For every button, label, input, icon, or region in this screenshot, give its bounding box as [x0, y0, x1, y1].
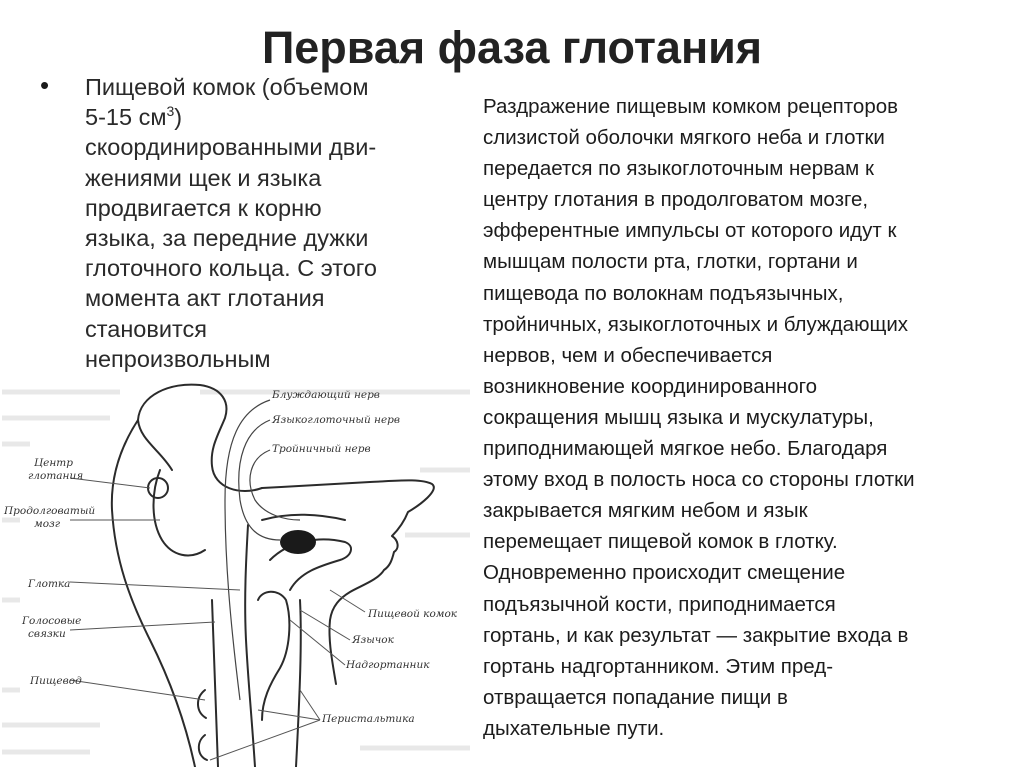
label-vocal-cords-line1: Голосовые [22, 615, 82, 627]
description-line: мышцам полости рта, глотки, гортани и [483, 250, 858, 274]
description-line: отвращается попадание пищи в [483, 685, 788, 709]
bullet-text [85, 72, 445, 374]
description-line: перемещает пищевой комок в глотку. [483, 530, 838, 554]
bullet-marker: • [40, 70, 50, 100]
label-vagus-nerve: Блуждающий нерв [272, 389, 380, 401]
bullet-line-paren: ) [174, 104, 183, 131]
bullet-line: момента акт глотания [85, 285, 325, 312]
background-text-texture [2, 392, 470, 752]
description-line: нервов, чем и обеспечивается [483, 343, 773, 367]
pharynx-wall [245, 525, 255, 767]
bullet-line: непроизвольным [85, 345, 271, 372]
label-food-bolus: Пищевой комок [368, 608, 458, 620]
brainstem-contour [154, 470, 206, 555]
description-line: гортань надгортанником. Этим пред- [483, 654, 834, 678]
swallowing-diagram [0, 370, 470, 767]
bullet-line: продвигается к корню [85, 194, 322, 221]
description-paragraph [483, 91, 993, 744]
description-line: гортань, и как результат — закрытие входа в [483, 623, 909, 647]
label-pharynx: Глотка [28, 578, 71, 590]
label-esophagus: Пищевод [30, 675, 82, 687]
description-line: сокращения мышц языка и мускулатуры, [483, 405, 874, 429]
label-glossopharyngeal-nerve: Языкоглоточный нерв [272, 414, 401, 426]
description-line: возникновение координированного [483, 374, 818, 398]
label-medulla-line2: мозг [34, 518, 61, 530]
bullet-line-volume: 5-15 см [85, 104, 167, 131]
label-vocal-cords-line2: связки [28, 628, 66, 640]
skull-back [112, 420, 195, 767]
bullet-line: становится [85, 315, 207, 342]
label-peristalsis: Перистальтика [322, 713, 415, 725]
label-epiglottis: Надгортанник [346, 659, 430, 671]
label-center-line2: глотания [28, 470, 84, 482]
esophagus-wall [212, 600, 218, 767]
label-medulla-line1: Продолговатый [4, 505, 96, 517]
description-line: центру глотания в продолговатом мозге, [483, 188, 869, 212]
description-line: дыхательные пути. [483, 716, 665, 740]
food-bolus-shape [280, 530, 316, 554]
anatomy-outline [112, 385, 434, 767]
bullet-line: Пищевой комок (объемом [85, 74, 369, 100]
bullet-line: жениями щек и языка [85, 164, 322, 191]
bullet-line: языка, за передние дужки [85, 225, 369, 252]
description-line: передается по языкоглоточным нервам к [483, 157, 874, 181]
brain-contour [138, 385, 262, 491]
label-center-line1: Центр [34, 457, 73, 469]
label-uvula: Язычок [352, 634, 394, 646]
bullet-line: глоточного кольца. С этого [85, 255, 377, 282]
description-line: эфферентные импульсы от которого идут к [483, 219, 897, 243]
description-line: Одновременно происходит смещение [483, 561, 846, 585]
description-line: тройничных, языкоглоточных и блуждающих [483, 312, 909, 336]
peristalsis-bulge [198, 690, 207, 760]
description-line: Раздражение пищевым комком рецепторов [483, 95, 899, 118]
larynx [258, 592, 289, 720]
swallowing-center-mark [148, 478, 168, 498]
bullet-line [85, 102, 445, 132]
description-line: пищевода по волокнам подъязычных, [483, 281, 844, 305]
face-profile [262, 480, 434, 684]
description-line: этому вход в полость носа со стороны глотки [483, 468, 915, 492]
description-line: подъязычной кости, приподнимается [483, 592, 836, 616]
description-line: слизистой оболочки мягкого неба и глотки [483, 126, 885, 150]
slide-title: Первая фаза глотания [261, 22, 763, 73]
description-line: закрывается мягким небом и язык [483, 499, 808, 523]
trigeminal-nerve-line [250, 450, 300, 520]
superscript-three: 3 [166, 103, 175, 120]
glossopharyngeal-nerve-line [239, 420, 280, 540]
description-line: приподнимающей мягкое небо. Благодаря [483, 437, 888, 461]
bullet-line: скоординированными дви- [85, 134, 377, 161]
leader-lines [70, 478, 365, 760]
label-trigeminal-nerve: Тройничный нерв [272, 443, 371, 455]
